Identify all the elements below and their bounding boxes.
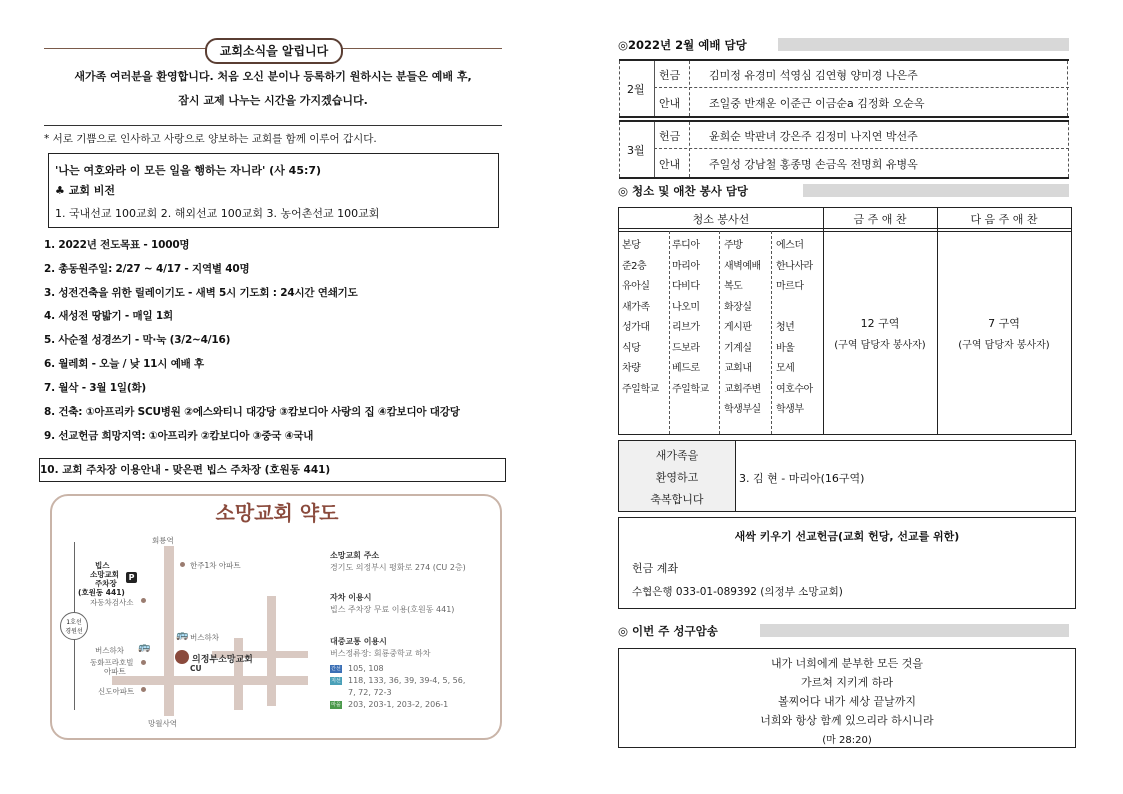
newcomer-label: 환영하고 <box>655 471 699 484</box>
cleaning-cell: 기계실 <box>724 342 752 354</box>
map-label: 신도아파트 <box>98 687 135 696</box>
cleaning-cell: 한나사라 <box>776 260 813 272</box>
cleaning-cell: 본당 <box>622 240 641 251</box>
cleaning-cell: 마르다 <box>776 281 804 292</box>
greeting-note: * 서로 기쁨으로 인사하고 사랑으로 양보하는 교회를 함께 이루어 갑시다. <box>44 133 377 145</box>
title-bar <box>803 184 1069 197</box>
cleaning-cell: 교회내 <box>724 363 752 374</box>
bus-line: 7, 72, 72-3 <box>348 688 392 697</box>
month-label: 2월 <box>627 83 645 96</box>
newcomer-label: 새가족을 <box>655 449 699 462</box>
map-label: 빕스 <box>95 561 110 570</box>
church-marker-icon <box>175 650 189 664</box>
cleaning-cell: 복도 <box>724 281 743 292</box>
station-label: 회룡역 <box>152 536 174 545</box>
cleaning-cell: 루디아 <box>672 240 700 251</box>
cleaning-cell: 학생부 <box>776 404 804 415</box>
column-header: 금 주 애 찬 <box>853 213 907 226</box>
bus-line: 118, 133, 36, 39, 39-4, 5, 56, <box>348 676 466 685</box>
cleaning-cell: 다비다 <box>672 281 700 292</box>
cleaning-cell: 마리아 <box>672 260 700 272</box>
cleaning-cell: 식당 <box>622 342 641 354</box>
role-names: 김미정 유경미 석영심 김연형 양미경 나은주 <box>709 69 918 82</box>
column-header: 다 음 주 애 찬 <box>970 213 1038 226</box>
vision-items: 1. 국내선교 100교회 2. 해외선교 100교회 3. 농어촌선교 100교회 <box>55 207 380 220</box>
map-label: 버스하차 <box>95 646 124 655</box>
cleaning-cell: 리브가 <box>672 322 700 333</box>
car-text: 빕스 주차장 무료 이용(호원동 441) <box>330 605 455 614</box>
news-item: 8. 건축: ①아프리카 SCU병원 ②에스와티니 대강당 ③캄보디아 사랑의 집 ④캄보디아 대강당 <box>44 406 460 418</box>
cleaning-cell: 주일학교 <box>622 383 659 395</box>
cleaning-cell: 새가족 <box>622 301 650 313</box>
welcome-line-1: 새가족 여러분을 환영합니다. 처음 오신 분이나 등록하기 원하시는 분들은 예배 후, <box>74 70 472 83</box>
role-names: 윤희순 박판녀 강은주 김정미 나지연 박선주 <box>709 130 918 143</box>
newcomer-label: 축복합니다 <box>650 493 704 506</box>
role-names: 조일중 반재운 이준근 이금순a 김정화 오순옥 <box>709 97 925 110</box>
cleaning-cell: 나오미 <box>672 301 700 313</box>
rail-label: 1호선 <box>66 619 82 626</box>
title-bar <box>778 38 1069 51</box>
memory-title: ◎ 이번 주 성구암송 <box>618 624 718 638</box>
car-heading: 자차 이용시 <box>330 593 372 602</box>
cleaning-cell: 주방 <box>724 240 743 251</box>
cleaning-cell: 에스더 <box>776 240 804 251</box>
offering-box <box>618 517 1076 609</box>
map-marker <box>141 687 146 692</box>
map-label: 동화프라호빌 <box>90 658 134 667</box>
map-label: 소망교회 <box>90 570 119 579</box>
rail-label: 경원선 <box>65 628 83 635</box>
map-label: (호원동 441) <box>78 588 125 597</box>
cleaning-cell: 새벽예배 <box>724 260 761 272</box>
role-label: 헌금 <box>659 130 681 143</box>
vision-label: ♣ 교회 비전 <box>55 184 116 197</box>
cleaning-cell: 유아실 <box>622 281 650 292</box>
month-label: 3월 <box>627 144 645 157</box>
offering-account-label: 헌금 계좌 <box>632 562 679 575</box>
this-week-note: (구역 담당자 봉사자) <box>834 340 926 351</box>
cleaning-cell: 학생부실 <box>724 404 761 415</box>
cleaning-title: ◎ 청소 및 애찬 봉사 담당 <box>618 184 749 198</box>
newcomer-name: 3. 김 현 - 마리아(16구역) <box>739 472 865 485</box>
map-marker <box>141 598 146 603</box>
worship-title: ◎2022년 2월 예배 담당 <box>618 38 747 52</box>
memory-line: 너희와 항상 함께 있으리라 하시니라 <box>760 714 934 727</box>
cleaning-cell: 게시판 <box>724 322 752 333</box>
cleaning-cell: 드보라 <box>672 342 700 354</box>
welcome-line-2: 잠시 교제 나누는 시간을 가지겠습니다. <box>178 94 368 107</box>
offering-title: 새싹 키우기 선교헌금(교회 헌당, 선교를 위한) <box>734 530 960 543</box>
address-heading: 소망교회 주소 <box>330 551 380 560</box>
cleaning-cell: 바울 <box>776 342 795 354</box>
cleaning-cell: 모세 <box>776 363 795 374</box>
map-label: 아파트 <box>104 667 126 676</box>
next-week-group: 7 구역 <box>988 317 1020 330</box>
bus-heading: 대중교통 이용시 <box>330 637 387 646</box>
divider <box>44 125 502 126</box>
news-item: 6. 월레회 - 오늘 / 낮 11시 예배 후 <box>44 358 204 370</box>
bus-stop: 버스정류장: 회룡중학교 하차 <box>330 649 431 658</box>
memory-line: 내가 너희에게 분부한 모든 것을 <box>770 657 924 670</box>
cleaning-cell: 차량 <box>622 363 641 374</box>
bus-line: 105, 108 <box>348 664 384 673</box>
news-item: 9. 선교헌금 희망지역: ①아프리카 ②캄보디아 ③중국 ④국내 <box>44 430 314 442</box>
role-label: 안내 <box>659 158 681 171</box>
parking-icon: P <box>126 572 137 583</box>
cleaning-cell: 성가대 <box>622 322 650 333</box>
map-road <box>112 676 308 685</box>
news-item: 2. 총동원주일: 2/27 ~ 4/17 - 지역별 40명 <box>44 263 250 275</box>
role-names: 주일성 강남철 홍종명 손금옥 전명희 유병옥 <box>709 158 918 171</box>
title-bar <box>760 624 1069 637</box>
column-header: 청소 봉사선 <box>692 213 750 226</box>
next-week-note: (구역 담당자 봉사자) <box>958 340 1050 351</box>
map-road <box>234 638 243 710</box>
cleaning-cell: 베드로 <box>672 363 700 374</box>
cleaning-cell: 화장실 <box>724 301 752 313</box>
bus-tag: 간선 <box>331 666 341 672</box>
bus-icon: 🚌 <box>138 642 151 653</box>
this-week-group: 12 구역 <box>860 317 900 330</box>
role-label: 헌금 <box>659 69 681 82</box>
newcomer-box <box>618 440 1076 512</box>
worship-block-feb <box>619 59 1069 118</box>
bus-icon: 🚌 <box>176 630 189 641</box>
map-marker <box>141 660 146 665</box>
map-label: 버스하차 <box>190 633 219 642</box>
memory-line: 가르쳐 지키게 하라 <box>800 676 893 689</box>
offering-account: 수협은행 033-01-089392 (의정부 소망교회) <box>632 586 843 598</box>
news-item: 1. 2022년 전도목표 - 1000명 <box>44 239 190 251</box>
address-text: 경기도 의정부시 평화로 274 (CU 2층) <box>330 563 466 572</box>
station-label: 망월사역 <box>148 719 177 728</box>
news-item: 7. 월삭 - 3월 1일(화) <box>44 382 146 394</box>
verse-box <box>48 153 499 228</box>
map-label: 한주1차 아파트 <box>190 561 241 570</box>
rail-badge <box>60 612 88 640</box>
memory-verse-box <box>618 648 1076 748</box>
news-item: 4. 새성전 땅밟기 - 매일 1회 <box>44 310 173 322</box>
cleaning-table <box>618 207 1072 435</box>
bus-tag: 지선 <box>331 678 341 684</box>
cleaning-cell: 여호수아 <box>776 383 813 395</box>
church-label: 의정부소망교회 <box>192 655 253 665</box>
map-title: 소망교회 약도 <box>207 497 347 526</box>
map-marker <box>180 562 185 567</box>
worship-block-mar <box>619 120 1069 179</box>
map-label: 자동차검사소 <box>90 598 134 607</box>
bus-line: 203, 203-1, 203-2, 206-1 <box>348 700 449 709</box>
cu-label: CU <box>190 664 202 673</box>
verse-text: '나는 여호와라 이 모든 일을 행하는 자니라' (사 45:7) <box>55 164 322 177</box>
news-item: 3. 성전건축을 위한 릴레이기도 - 새벽 5시 기도회 : 24시간 연쇄기도 <box>44 287 358 299</box>
cleaning-cell: 교회주변 <box>724 383 761 395</box>
map-road <box>164 546 174 716</box>
section-title: 교회소식을 알립니다 <box>205 38 343 64</box>
cleaning-cell: 청년 <box>776 322 795 333</box>
cleaning-cell: 주일학교 <box>672 383 709 395</box>
news-item: 5. 사순절 성경쓰기 - 막·눅 (3/2~4/16) <box>44 334 231 346</box>
bus-tag: 마을 <box>331 702 341 708</box>
parking-notice: 10. 교회 주차장 이용안내 - 맞은편 빕스 주차장 (호원동 441) <box>39 458 506 482</box>
memory-reference: (마 28:20) <box>822 735 872 746</box>
role-label: 안내 <box>659 97 681 110</box>
memory-line: 볼찌어다 내가 세상 끝날까지 <box>777 695 916 708</box>
cleaning-cell: 준2층 <box>622 260 647 272</box>
map-label: 주차장 <box>95 579 117 588</box>
